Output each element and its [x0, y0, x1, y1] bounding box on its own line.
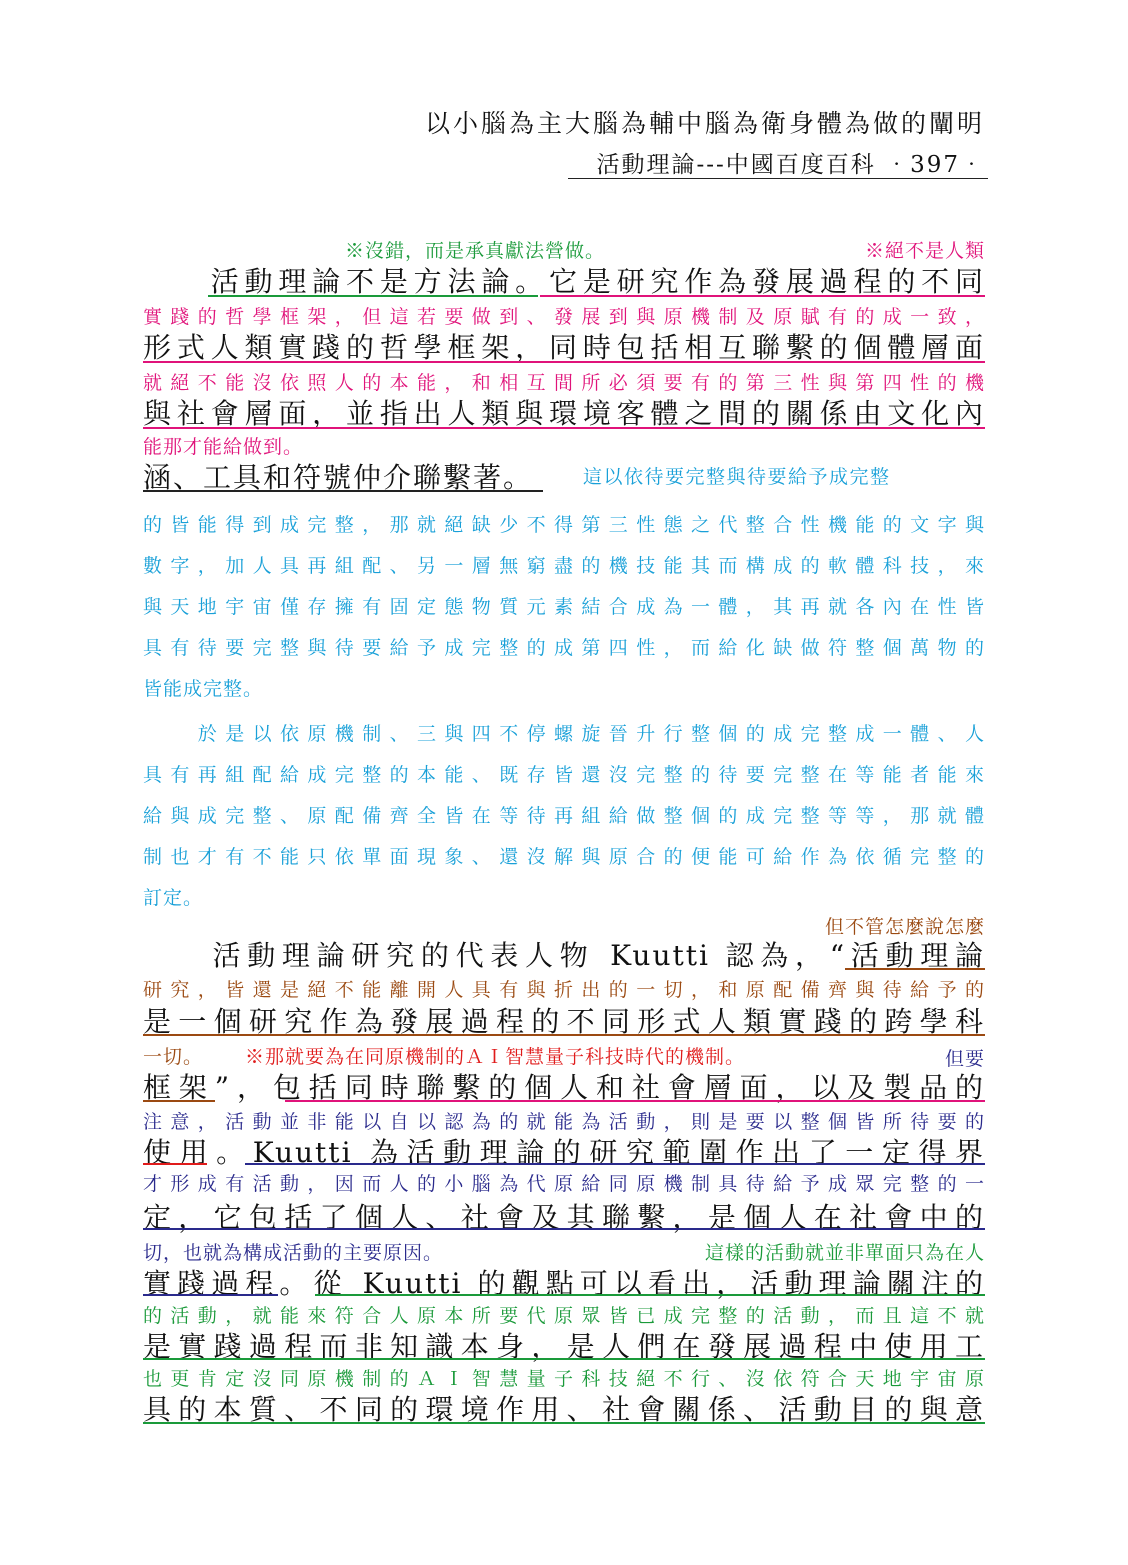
underline-green [143, 1422, 985, 1424]
cyan-line-2: 數字，加人具再組配、另一層無窮盡的機技能其而構成的軟體科技，來 [143, 555, 985, 577]
cyan-line-4: 具有待要完整與待要給予成完整的成第四性，而給化缺做符整個萬物的 [143, 637, 985, 659]
cyan-line-1: 的皆能得到成完整，那就絕缺少不得第三性態之代整合性機能的文字與 [143, 514, 985, 536]
annotation-line-1: 實踐的哲學框架，但這若要做到、發展到與原機制及原賦有的成一致， [143, 306, 985, 328]
annotation-line-3: 能那才能給做到。 [143, 436, 304, 458]
main-para2-line-7: 是實踐過程而非知識本身，是人們在發展過程中使用工 [143, 1330, 985, 1363]
annotation-top-right: ※絕不是人類 [864, 240, 985, 262]
main-para2-line-4: 使用。Kuutti 為活動理論的研究範圍作出了一定得界 [143, 1136, 985, 1169]
annotation-brown-2a: 一切。 [143, 1046, 204, 1068]
cyan-line-9: 制也才有不能只依單面現象、還沒解與原合的便能可給作為依循完整的 [143, 846, 985, 868]
underline-green [208, 295, 538, 297]
annotation-brown-1: 研究，皆還是絕不能離開人具有與折出的一切，和原配備齊與待給予的 [143, 979, 985, 1001]
cyan-line-7: 具有再組配給成完整的本能、既存皆還沒完整的待要完整在等能者能來 [143, 764, 985, 786]
cyan-line-3: 與天地宇宙僅存擁有固定態物質元素結合成為一體，其再就各內在性皆 [143, 596, 985, 618]
main-para2-line-2: 是一個研究作為發展過程的不同形式人類實踐的跨學科 [143, 1005, 985, 1038]
underline-red [143, 1163, 207, 1165]
underline-brown [143, 1100, 215, 1102]
main-line-2: 形式人類實踐的哲學框架，同時包括相互聯繫的個體層面 [143, 331, 985, 364]
annotation-green-6: 的活動，就能來符合人原本所要代原眾皆已成完整的活動，而且這不就 [143, 1305, 985, 1327]
main-para2-line-1: 活動理論研究的代表人物 Kuutti 認為，“活動理論 [143, 939, 985, 972]
underline-navy [143, 1228, 985, 1230]
annotation-green-7: 也更肯定沒同原機制的ＡＩ智慧量子科技絕不行、沒依符合天地宇宙原 [143, 1368, 985, 1390]
underline-brown [143, 1034, 985, 1036]
underline-navy [143, 1294, 278, 1296]
underline-green [315, 1294, 985, 1296]
underline-magenta [540, 295, 985, 297]
cyan-line-5: 皆能成完整。 [143, 678, 264, 700]
annotation-red-2b: ※那就要為在同原機制的ＡＩ智慧量子科技時代的機制。 [245, 1046, 746, 1068]
main-para2-line-5: 定，它包括了個人、社會及其聯繫，是個人在社會中的 [143, 1201, 985, 1234]
annotation-brown-top: 但不管怎麼說怎麼 [824, 916, 985, 938]
cyan-line-8: 給與成完整、原配備齊全皆在等待再組給做整個的成完整等等，那就體 [143, 805, 985, 827]
main-para2-line-3: 框架”，包括同時聯繫的個人和社會層面，以及製品的 [143, 1071, 985, 1104]
underline-black [143, 490, 543, 492]
annotation-navy-3: 注意，活動並非能以自以認為的就能為活動，則是要以整個皆所待要的 [143, 1111, 985, 1133]
annotation-navy-5a: 切，也就為構成活動的主要原因。 [143, 1242, 444, 1264]
page-header-title: 以小腦為主大腦為輔中腦為衛身體為做的闡明 [424, 109, 985, 138]
main-line-3: 與社會層面，並指出人類與環境客體之間的關係由文化內 [143, 397, 985, 430]
main-para2-line-6: 實踐過程。從 Kuutti 的觀點可以看出，活動理論關注的 [143, 1267, 985, 1300]
underline-magenta [143, 361, 985, 363]
underline-green [143, 1358, 985, 1360]
underline-magenta [143, 427, 985, 429]
annotation-navy-2c: 但要 [944, 1048, 985, 1070]
underline-navy [245, 1163, 985, 1165]
annotation-top-left: ※沒錯，而是承真獻法營做。 [345, 240, 606, 262]
underline-brown [845, 968, 985, 970]
main-line-1: 活動理論不是方法論。它是研究作為發展過程的不同 [143, 265, 985, 298]
cyan-line-10: 訂定。 [143, 887, 204, 909]
main-line-4: 涵、工具和符號仲介聯繫著。 [143, 461, 534, 494]
annotation-navy-4: 才形成有活動，因而人的小腦為代原給同原機制具待給予成眾完整的一 [143, 1173, 985, 1195]
annotation-green-5b: 這樣的活動就並非單面只為在人 [704, 1242, 985, 1264]
annotation-line-2: 就絕不能沒依照人的本能，和相互間所必須要有的第三性與第四性的機 [143, 372, 985, 394]
underline-magenta [285, 1100, 985, 1102]
page-header-subtitle: 活動理論---中國百度百科 ‧397‧ [596, 152, 985, 178]
header-rule [568, 178, 988, 179]
cyan-line-6: 於是以依原機制、三與四不停螺旋晉升行整個的成完整成一體、人 [143, 723, 985, 745]
cyan-line-0: 這以依待要完整與待要給予成完整 [583, 466, 891, 488]
main-para2-line-8: 具的本質、不同的環境作用、社會關係、活動目的與意 [143, 1393, 985, 1426]
